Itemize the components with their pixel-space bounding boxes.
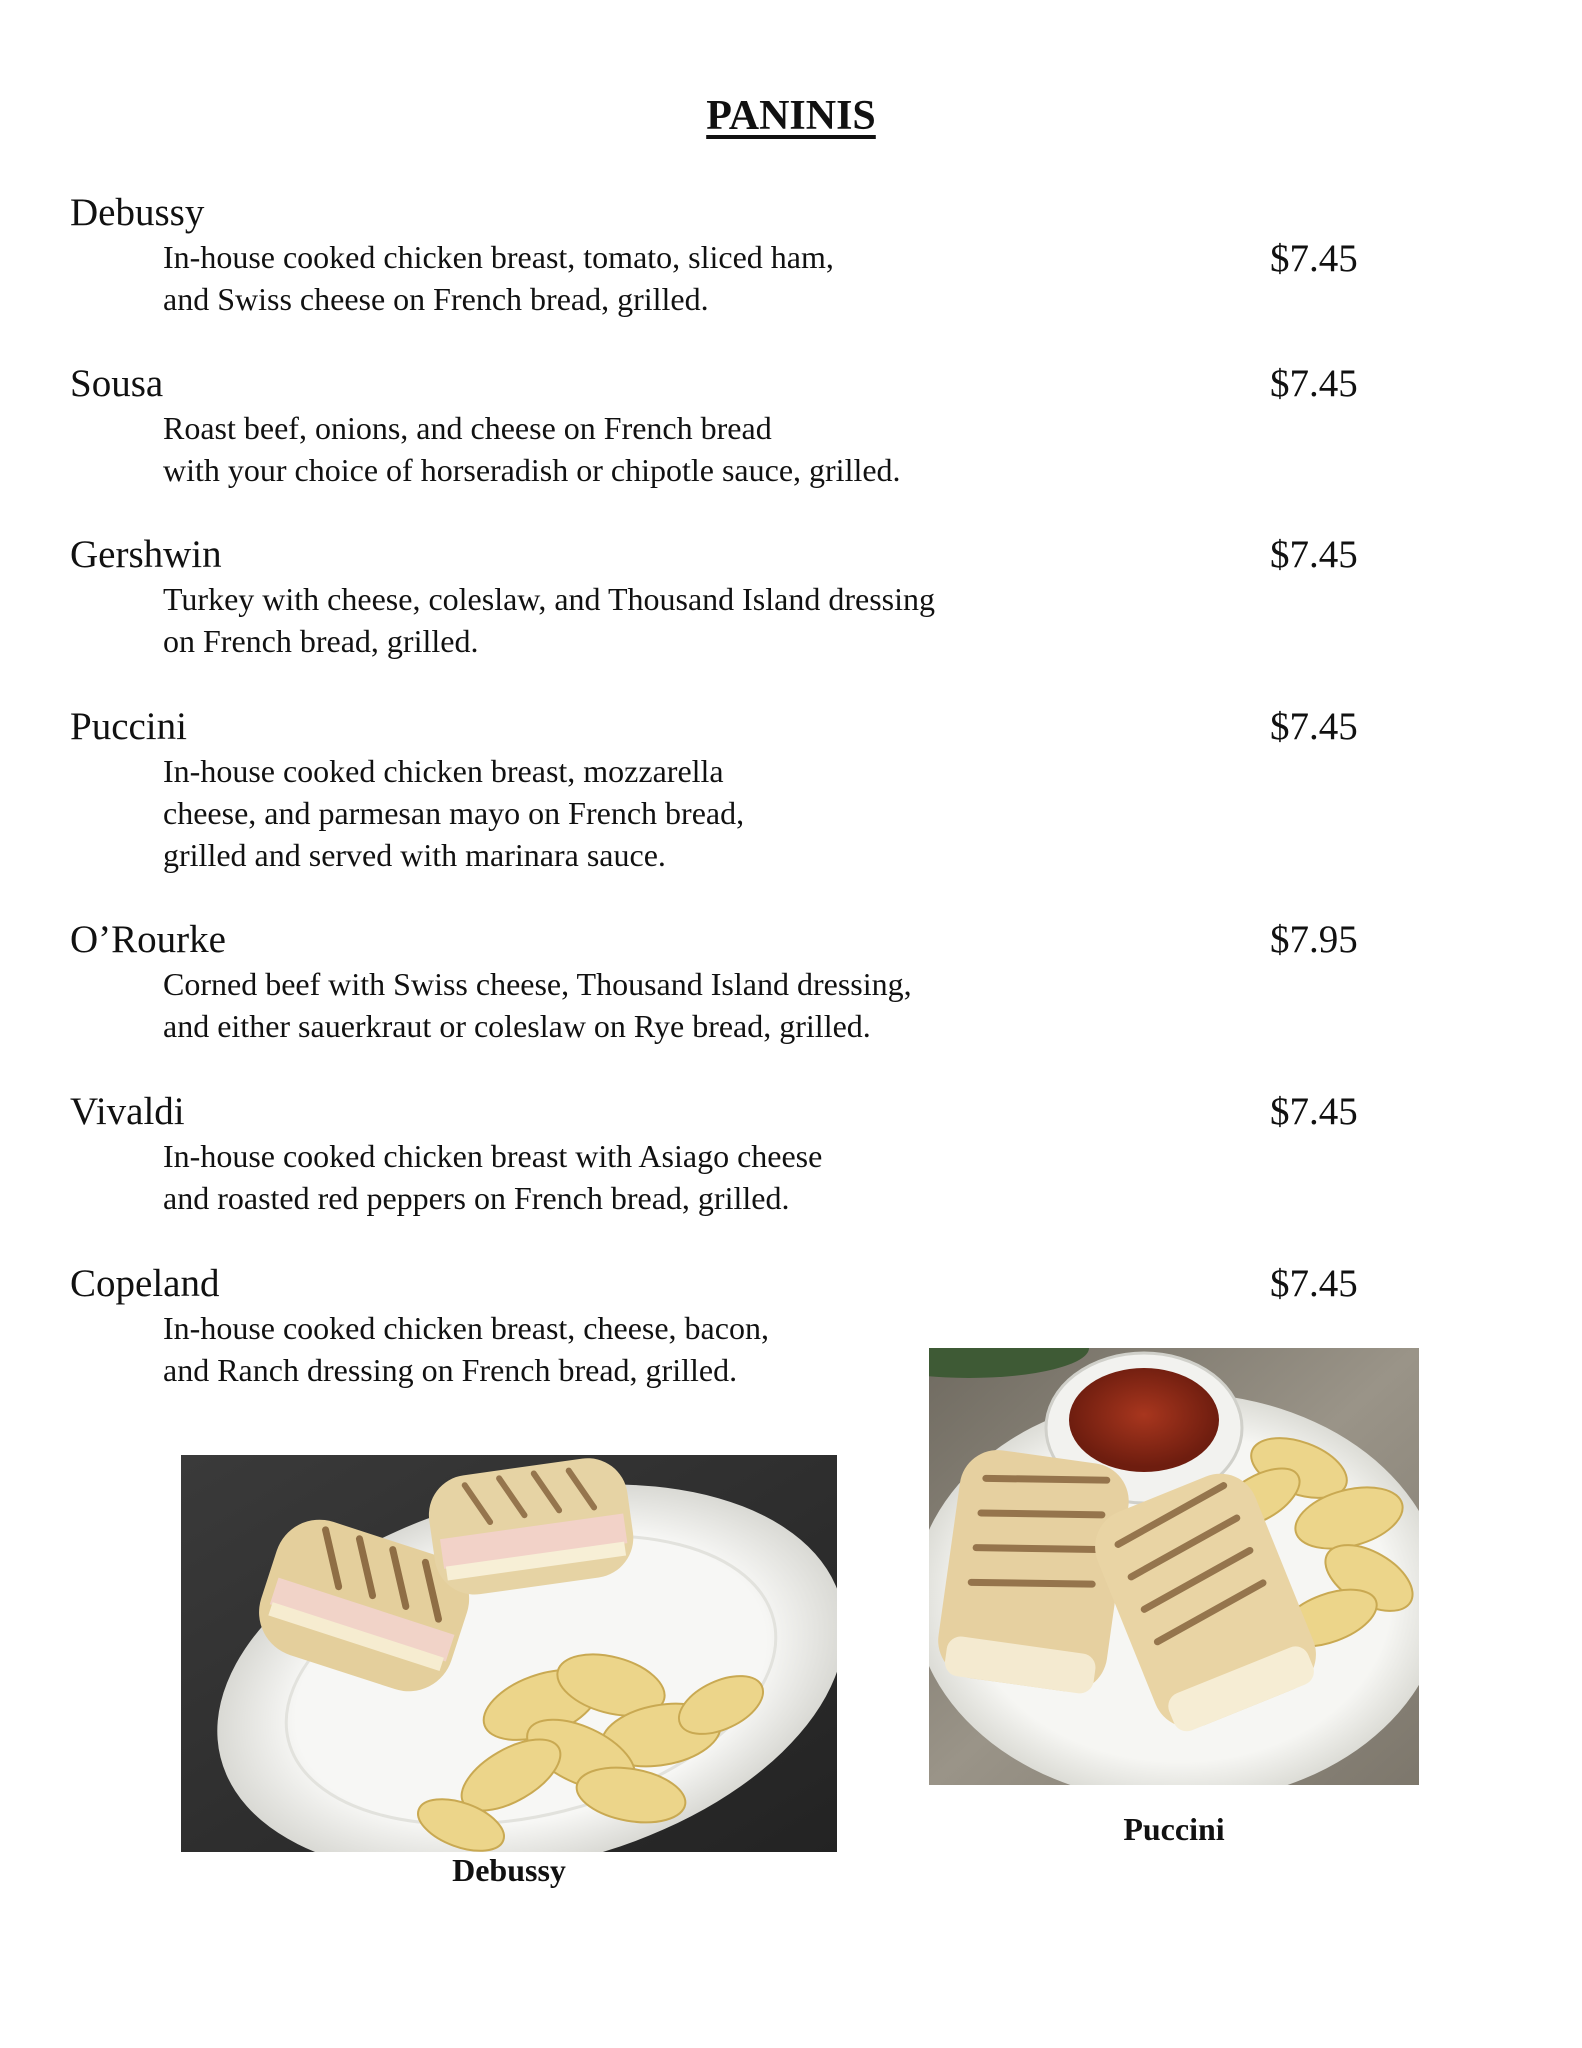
menu-item-vivaldi [70,1089,1370,1219]
item-description [163,407,1370,491]
item-name: Copeland [70,1262,220,1305]
puccini-photo [929,1348,1419,1785]
item-name: Puccini [70,705,187,748]
puccini-photo-caption: Puccini [1123,1811,1225,1847]
menu-item-orourke [70,917,1370,1047]
item-description [163,750,1370,876]
menu-title: PANINIS [706,93,876,139]
item-name: O’Rourke [70,918,226,961]
item-price: $7.95 [1270,918,1358,961]
item-description [163,236,1370,320]
menu-item-debussy [70,190,1370,320]
item-name: Debussy [70,191,205,234]
item-description-line: Roast beef, onions, and cheese on French bread [163,410,772,446]
item-name: Sousa [70,362,164,405]
item-description [163,578,1370,662]
item-price: $7.45 [1270,1262,1358,1305]
item-name: Gershwin [70,533,222,576]
item-description-line: In-house cooked chicken breast, mozzarella [163,753,724,789]
item-description-line: In-house cooked chicken breast, tomato, sliced ham, [163,239,834,275]
item-description-line: In-house cooked chicken breast with Asiago cheese [163,1138,823,1174]
menu-item-gershwin [70,532,1370,662]
item-description-line: and roasted red peppers on French bread, grilled. [163,1180,790,1216]
item-description [163,1135,1370,1219]
debussy-photo [181,1455,837,1852]
puccini-photo-illustration [929,1348,1419,1785]
item-description-line: Turkey with cheese, coleslaw, and Thousand Island dressing [163,581,935,617]
item-description-line: with your choice of horseradish or chipotle sauce, grilled. [163,452,901,488]
menu-item-sousa [70,361,1370,491]
item-description [163,963,1370,1047]
debussy-photo-caption: Debussy [452,1852,566,1888]
item-name: Vivaldi [70,1090,185,1133]
item-description-line: Corned beef with Swiss cheese, Thousand Island dressing, [163,966,912,1002]
item-price: $7.45 [1270,1090,1358,1133]
item-description-line: grilled and served with marinara sauce. [163,837,666,873]
item-price: $7.45 [1270,237,1358,280]
menu-item-puccini [70,704,1370,876]
item-description-line: cheese, and parmesan mayo on French bread, [163,795,745,831]
debussy-photo-illustration [181,1455,837,1852]
item-description-line: on French bread, grilled. [163,623,479,659]
item-description-line: and either sauerkraut or coleslaw on Rye bread, grilled. [163,1008,871,1044]
item-description-line: In-house cooked chicken breast, cheese, bacon, [163,1310,769,1346]
item-description-line: and Swiss cheese on French bread, grilled. [163,281,709,317]
item-price: $7.45 [1270,362,1358,405]
item-price: $7.45 [1270,533,1358,576]
item-description-line: and Ranch dressing on French bread, grilled. [163,1352,738,1388]
item-price: $7.45 [1270,705,1358,748]
